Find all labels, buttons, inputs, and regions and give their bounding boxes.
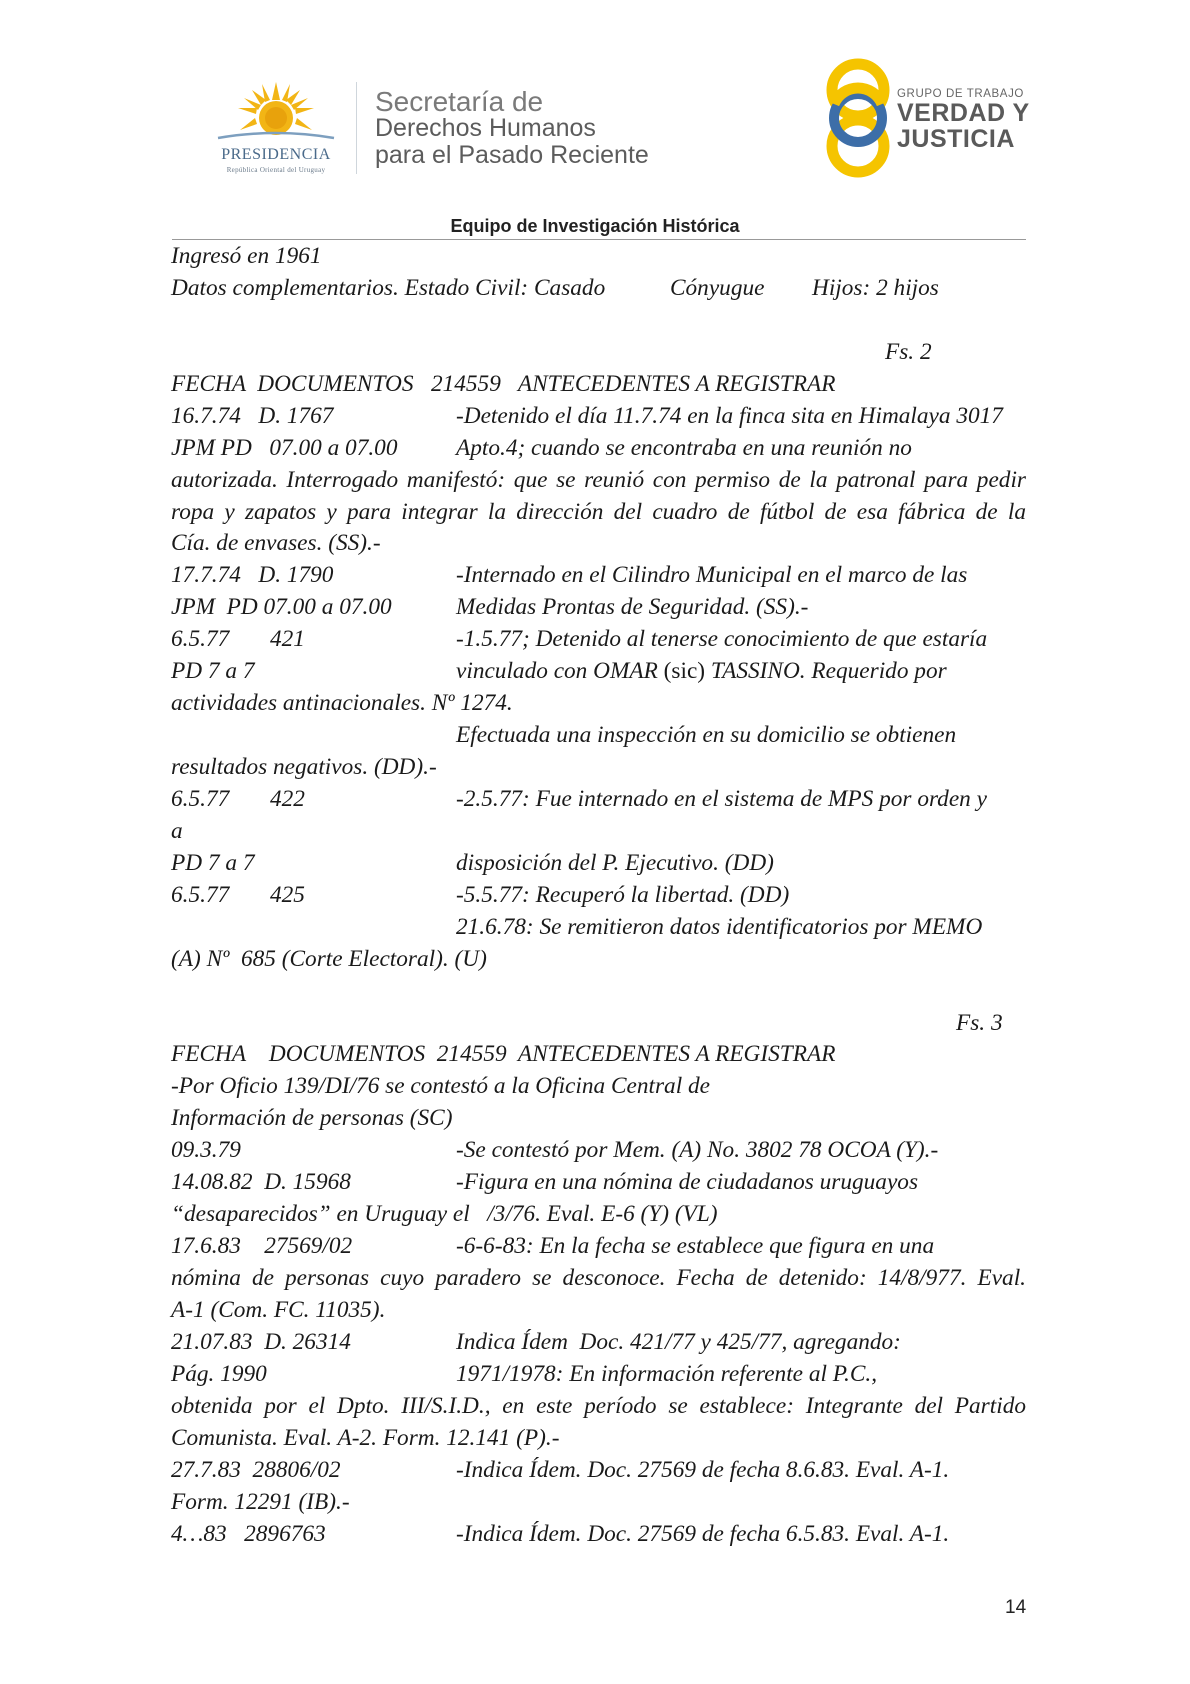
- text-span: Indica Ídem Doc. 421/77 y 425/77, agregando:: [456, 1328, 901, 1355]
- text-span: (A) Nº 685 (Corte Electoral). (U): [171, 945, 487, 972]
- text-line: [171, 337, 1026, 369]
- text-line: [171, 1295, 1026, 1327]
- text-line: [171, 1327, 1026, 1359]
- gtvj-line-1: GRUPO DE TRABAJO: [897, 88, 1024, 100]
- text-span: 17.7.74 D. 1790: [171, 562, 334, 589]
- table-heading: FECHA DOCUMENTOS 214559 ANTECEDENTES A REGISTRAR: [171, 1041, 836, 1068]
- text-span: 17.6.83 27569/02: [171, 1233, 353, 1260]
- text-line: [171, 528, 1026, 560]
- text-span: 16.7.74 D. 1767: [171, 402, 334, 429]
- text-line: [171, 1199, 1026, 1231]
- text-span: Apto.4; cuando se encontraba en una reunión no: [456, 434, 912, 461]
- verdad-justicia-logo-text: [897, 88, 1030, 152]
- folio-label: Fs. 2: [885, 338, 932, 365]
- presidencia-subtitle: República Oriental del Uruguay: [226, 166, 326, 174]
- page-header: [0, 0, 1190, 236]
- text-span: -Se contestó por Mem. (A) No. 3802 78 OCOA (Y).-: [456, 1137, 939, 1164]
- text-span: -1.5.77; Detenido al tenerse conocimiento de que estaría: [456, 626, 988, 653]
- text-line: [171, 1423, 1026, 1455]
- text-line: [171, 1455, 1026, 1487]
- text-span: Cónyugue: [670, 274, 765, 301]
- folio-label: Fs. 3: [956, 1009, 1003, 1036]
- text-line: nómina de personas cuyo paradero se desconoce. Fecha de detenido: 14/8/977. Eval.: [171, 1265, 1026, 1291]
- page-number: 14: [1005, 1597, 1027, 1618]
- text-span: JPM PD 07.00 a 07.00: [171, 434, 398, 461]
- text-span: -Figura en una nómina de ciudadanos uruguayos: [456, 1169, 919, 1196]
- sic-note: (sic): [663, 658, 706, 685]
- text-span: 6.5.77 425: [171, 881, 305, 908]
- text-span: 4…83 2896763: [171, 1520, 326, 1547]
- text-span: Hijos: 2 hijos: [812, 274, 939, 301]
- secretaria-line-3: para el Pasado Reciente: [375, 141, 649, 169]
- secretaria-line-1: Secretaría de: [375, 86, 544, 117]
- secretaria-line-2: Derechos Humanos: [375, 114, 596, 142]
- text-span: actividades antinacionales. Nº 1274.: [171, 690, 513, 717]
- text-span: Ingresó en 1961: [171, 243, 322, 269]
- text-line: [171, 1103, 1026, 1135]
- text-span: PD 7 a 7: [171, 849, 255, 876]
- text-span: 6.5.77 421: [171, 626, 305, 653]
- table-heading: FECHA DOCUMENTOS 214559 ANTECEDENTES A REGISTRAR: [171, 370, 836, 397]
- text-span: Pág. 1990: [171, 1360, 267, 1387]
- text-span: -Internado en el Cilindro Municipal en el marco de las: [456, 562, 968, 589]
- text-line: [171, 1071, 1026, 1103]
- text-span: 27.7.83 28806/02: [171, 1456, 341, 1483]
- text-span: -Por Oficio 139/DI/76 se contestó a la Oficina Central de: [171, 1073, 710, 1100]
- text-span: 14.08.82 D. 15968: [171, 1169, 351, 1196]
- text-line: [171, 656, 1026, 688]
- text-span: PD 7 a 7: [171, 658, 255, 685]
- text-line: [171, 912, 1026, 944]
- text-line: [171, 624, 1026, 656]
- text-span: a: [171, 817, 183, 844]
- blank-line: [171, 976, 1026, 1008]
- text-line: [171, 401, 1026, 433]
- text-line: ropa y zapatos y para integrar la dirección del cuadro de fútbol de esa fábrica de la: [171, 498, 1026, 525]
- text-span: -6-6-83: En la fecha se establece que figura en una: [456, 1233, 935, 1260]
- text-line: [171, 720, 1026, 752]
- text-line: [171, 1359, 1026, 1391]
- text-span: -Detenido el día 11.7.74 en la finca sita en Himalaya 3017: [456, 402, 1003, 429]
- verdad-justicia-rings-icon: [822, 56, 894, 180]
- text-line: [171, 944, 1026, 976]
- text-span: Form. 12291 (IB).-: [171, 1488, 350, 1515]
- text-line: [171, 369, 1026, 401]
- sun-emblem-icon: [196, 80, 356, 150]
- presidencia-name: PRESIDENCIA: [221, 146, 331, 163]
- text-line: [171, 688, 1026, 720]
- text-span: 1971/1978: En información referente al P.C.,: [456, 1360, 878, 1387]
- text-span: -5.5.77: Recuperó la libertad. (DD): [456, 881, 790, 908]
- text-line: [171, 1487, 1026, 1519]
- text-line: [171, 1039, 1026, 1071]
- text-span: Efectuada una inspección en su domicilio se obtienen: [456, 722, 957, 749]
- text-span: A-1 (Com. FC. 11035).: [171, 1296, 386, 1323]
- text-line: [171, 880, 1026, 912]
- text-span: vinculado con OMAR: [456, 658, 664, 685]
- text-line: [171, 433, 1026, 465]
- text-span: resultados negativos. (DD).-: [171, 754, 437, 780]
- text-span: [456, 656, 947, 688]
- text-line: [171, 1167, 1026, 1199]
- text-span: 6.5.77 422: [171, 785, 305, 812]
- text-span: Medidas Prontas de Seguridad. (SS).-: [456, 594, 809, 621]
- text-line: [171, 273, 1026, 305]
- text-line: [171, 241, 1026, 273]
- text-span: 21.6.78: Se remitieron datos identificatorios por MEMO: [456, 913, 983, 940]
- text-span: Comunista. Eval. A-2. Form. 12.141 (P).-: [171, 1424, 560, 1451]
- header-rule: [172, 239, 1026, 240]
- text-line: [171, 1231, 1026, 1263]
- text-line: [171, 1135, 1026, 1167]
- text-line: [171, 848, 1026, 880]
- text-line: obtenida por el Dpto. III/S.I.D., en este período se establece: Integrante del Partido: [171, 1392, 1026, 1419]
- text-span: -Indica Ídem. Doc. 27569 de fecha 8.6.83. Eval. A-1.: [456, 1456, 950, 1483]
- text-line: autorizada. Interrogado manifestó: que se reunió con permiso de la patronal para pedir: [171, 466, 1026, 493]
- gtvj-line-3: JUSTICIA: [897, 125, 1015, 153]
- text-line: [171, 1519, 1026, 1551]
- text-span: 21.07.83 D. 26314: [171, 1328, 351, 1355]
- presidencia-logo: [196, 80, 356, 176]
- text-span: disposición del P. Ejecutivo. (DD): [456, 849, 774, 876]
- text-line: [171, 752, 1026, 784]
- text-span: JPM PD 07.00 a 07.00: [171, 594, 392, 621]
- team-heading: Equipo de Investigación Histórica: [450, 216, 740, 236]
- text-line: [171, 1008, 1026, 1040]
- text-span: TASSINO. Requerido por: [705, 658, 947, 685]
- logo-divider: [356, 82, 357, 174]
- text-span: Información de personas (SC): [171, 1105, 453, 1132]
- text-line: [171, 784, 1026, 816]
- secretaria-logo-text: [375, 88, 649, 169]
- text-line: [171, 560, 1026, 592]
- gtvj-line-2: VERDAD Y: [897, 99, 1030, 127]
- blank-line: [171, 305, 1026, 337]
- text-span: Cía. de envases. (SS).-: [171, 530, 381, 557]
- text-span: “desaparecidos” en Uruguay el /3/76. Eval. E-6 (Y) (VL): [171, 1201, 718, 1228]
- document-body: [171, 241, 1026, 1550]
- text-span: 09.3.79: [171, 1137, 241, 1164]
- text-span: -2.5.77: Fue internado en el sistema de MPS por orden y: [456, 785, 987, 812]
- text-line: [171, 816, 1026, 848]
- text-line: [171, 592, 1026, 624]
- text-span: -Indica Ídem. Doc. 27569 de fecha 6.5.83. Eval. A-1.: [456, 1520, 950, 1547]
- text-span: Datos complementarios. Estado Civil: Casado: [171, 274, 606, 301]
